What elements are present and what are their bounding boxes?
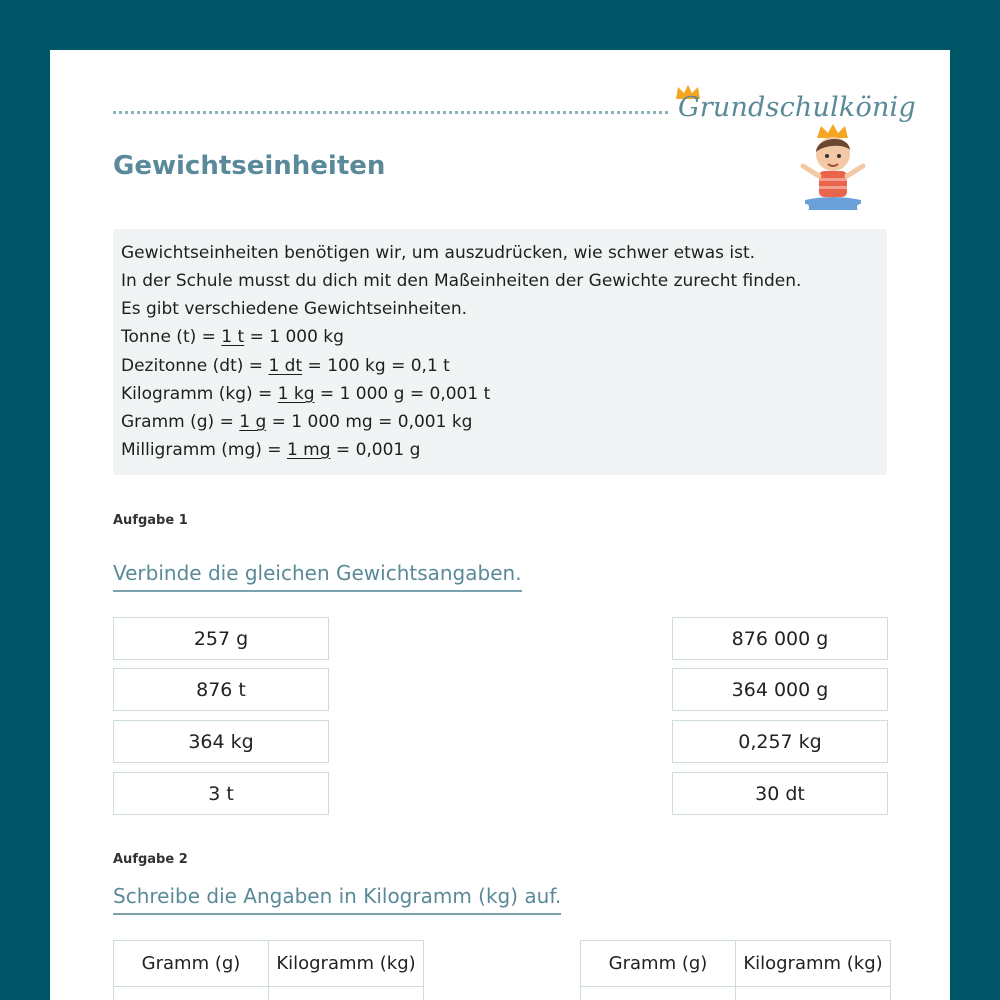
brand-logo: Grundschulkönig	[678, 92, 916, 123]
column-header-kilogram: Kilogramm (kg)	[736, 941, 891, 987]
conversion-table-left	[113, 940, 424, 1000]
unit-line-kilogramm	[121, 384, 490, 404]
unit-conversion: = 0,001 g	[330, 440, 421, 460]
unit-name: Milligramm (mg) =	[121, 440, 287, 460]
unit-symbol: 1 t	[221, 327, 245, 347]
info-box	[113, 229, 887, 475]
unit-line-gramm	[121, 412, 472, 432]
unit-conversion: = 100 kg = 0,1 t	[302, 356, 450, 376]
unit-name: Gramm (g) =	[121, 412, 240, 432]
unit-line-dezitonne	[121, 356, 450, 376]
info-line: Gewichtseinheiten benötigen wir, um auszudrücken, wie schwer etwas ist.	[121, 243, 756, 263]
unit-symbol: 1 kg	[277, 384, 315, 404]
worksheet	[50, 50, 950, 1000]
page-title: Gewichtseinheiten	[113, 151, 386, 181]
info-line: In der Schule musst du dich mit den Maßeinheiten der Gewichte zurecht finden.	[121, 271, 802, 291]
kid-mascot-icon	[795, 124, 870, 234]
unit-conversion: = 1 000 kg	[244, 327, 344, 347]
conversion-table-right	[580, 940, 891, 1000]
match-right-3[interactable]: 0,257 kg	[672, 720, 888, 763]
task-2-heading: Schreibe die Angaben in Kilogramm (kg) auf.	[113, 884, 561, 915]
column-header-gram: Gramm (g)	[581, 941, 736, 987]
task-1-heading: Verbinde die gleichen Gewichtsangaben.	[113, 561, 522, 592]
table-cell[interactable]	[581, 987, 736, 1000]
match-left-1[interactable]: 257 g	[113, 617, 329, 660]
match-right-2[interactable]: 364 000 g	[672, 668, 888, 711]
unit-name: Dezitonne (dt) =	[121, 356, 269, 376]
unit-symbol: 1 dt	[268, 356, 303, 376]
header-dotted-line	[113, 111, 668, 114]
unit-conversion: = 1 000 g = 0,001 t	[314, 384, 491, 404]
info-line: Es gibt verschiedene Gewichtseinheiten.	[121, 299, 468, 319]
column-header-gram: Gramm (g)	[114, 941, 269, 987]
unit-conversion: = 1 000 mg = 0,001 kg	[266, 412, 473, 432]
unit-name: Kilogramm (kg) =	[121, 384, 278, 404]
unit-symbol: 1 g	[239, 412, 267, 432]
unit-line-milligramm	[121, 440, 420, 460]
task-1-label: Aufgabe 1	[113, 513, 188, 528]
unit-symbol: 1 mg	[286, 440, 331, 460]
match-right-4[interactable]: 30 dt	[672, 772, 888, 815]
column-header-kilogram: Kilogramm (kg)	[269, 941, 424, 987]
match-left-4[interactable]: 3 t	[113, 772, 329, 815]
match-left-2[interactable]: 876 t	[113, 668, 329, 711]
unit-line-tonne	[121, 327, 344, 347]
task-2-label: Aufgabe 2	[113, 852, 188, 867]
table-cell[interactable]	[269, 987, 424, 1000]
table-cell[interactable]	[114, 987, 269, 1000]
match-left-3[interactable]: 364 kg	[113, 720, 329, 763]
unit-name: Tonne (t) =	[121, 327, 222, 347]
match-right-1[interactable]: 876 000 g	[672, 617, 888, 660]
table-cell[interactable]	[736, 987, 891, 1000]
